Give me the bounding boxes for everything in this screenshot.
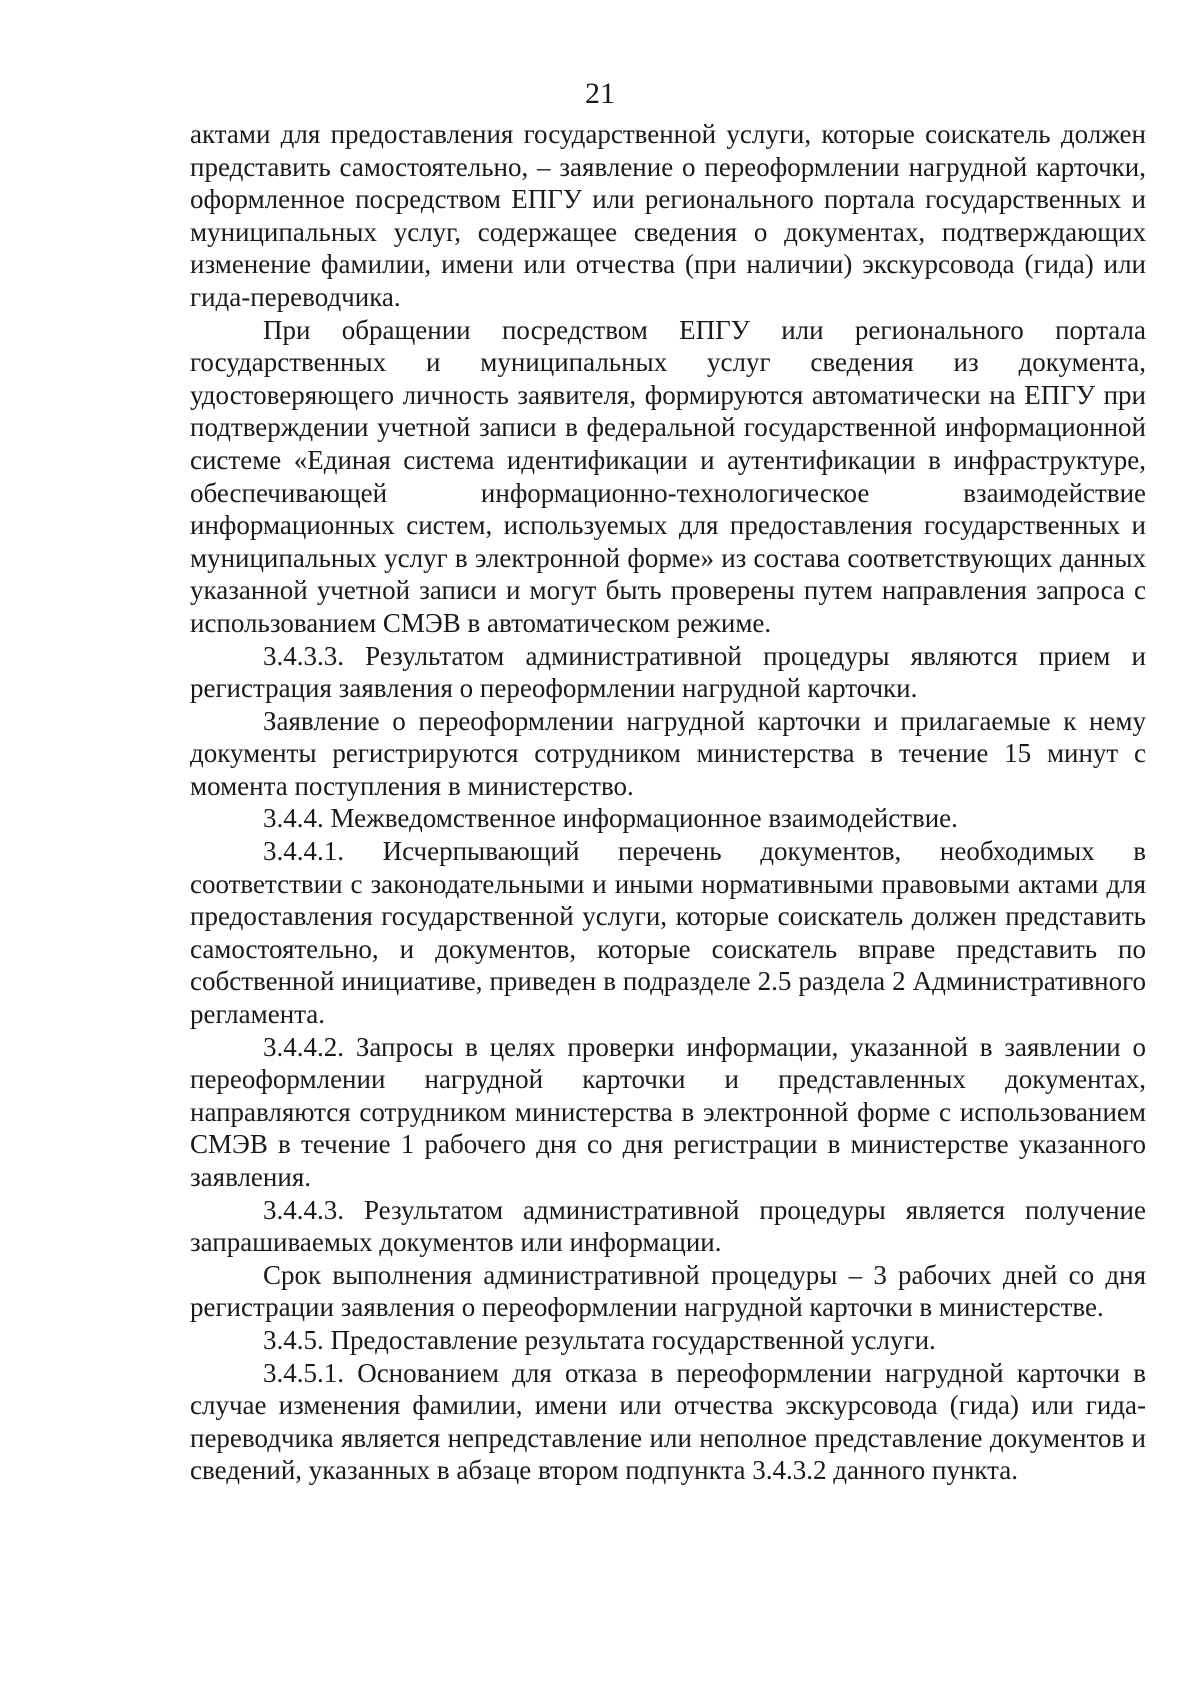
paragraph-3-4-4-2: 3.4.4.2. Запросы в целях проверки информации, указанной в заявлении о переоформлении нагрудной карточки и представленных документах, направляются сотрудником министерства в электронной форме с использованием СМЭВ в течение 1 рабочего дня со дня регистрации в министерстве указанного заявления. — [190, 1031, 1146, 1192]
paragraph-deadline: Срок выполнения административной процедуры – 3 рабочих дней со дня регистрации заявления о переоформлении нагрудной карточки в министерстве. — [190, 1259, 1146, 1323]
paragraph-3-4-3-3: 3.4.3.3. Результатом административной процедуры являются прием и регистрация заявления о переоформлении нагрудной карточки. — [190, 640, 1146, 704]
paragraph-3-4-4-1: 3.4.4.1. Исчерпывающий перечень документов, необходимых в соответствии с законодательными и иными нормативными правовыми актами для предоставления государственной услуги, которые соискатель должен представить самостоятельно, и документов, которые соискатель вправе представить по собственной инициативе, приведен в подразделе 2.5 раздела 2 Административного регламента. — [190, 836, 1146, 1030]
paragraph-epgu-identity: При обращении посредством ЕПГУ или регионального портала государственных и муниципальных услуг сведения из документа, удостоверяющего личность заявителя, формируются автоматически на ЕПГУ при подтверждении учетной записи в федеральной государственной информационной системе «Единая система идентификации и аутентификации в инфраструктуре, обеспечивающей информационно-технологическое взаимодействие информационных систем, используемых для предоставления государственных и муниципальных услуг в электронной форме» из состава соответствующих данных указанной учетной записи и могут быть проверены путем направления запроса с использованием СМЭВ в автоматическом режиме. — [190, 314, 1146, 638]
paragraph-3-4-5-1: 3.4.5.1. Основанием для отказа в переоформлении нагрудной карточки в случае изменения фамилии, имени или отчества экскурсовода (гида) или гида-переводчика является непредставление или неполное представление документов и сведений, указанных в абзаце втором подпункта 3.4.3.2 данного пункта. — [190, 1357, 1146, 1486]
paragraph-3-4-4-3: 3.4.4.3. Результатом административной процедуры является получение запрашиваемых документов или информации. — [190, 1194, 1146, 1258]
paragraph-continuation: актами для предоставления государственной услуги, которые соискатель должен представить самостоятельно, – заявление о переоформлении нагрудной карточки, оформленное посредством ЕПГУ или регионального портала государственных и муниципальных услуг, содержащее сведения о документах, подтверждающих изменение фамилии, имени или отчества (при наличии) экскурсовода (гида) или гида-переводчика. — [190, 119, 1146, 312]
paragraph-3-4-5: 3.4.5. Предоставление результата государственной услуги. — [263, 1324, 936, 1355]
paragraph-registration: Заявление о переоформлении нагрудной карточки и прилагаемые к нему документы регистрируются сотрудником министерства в течение 15 минут с момента поступления в министерство. — [190, 705, 1146, 801]
paragraph-3-4-4: 3.4.4. Межведомственное информационное взаимодействие. — [263, 803, 958, 834]
document-body — [190, 118, 1146, 1487]
page-number: 21 — [585, 77, 615, 110]
